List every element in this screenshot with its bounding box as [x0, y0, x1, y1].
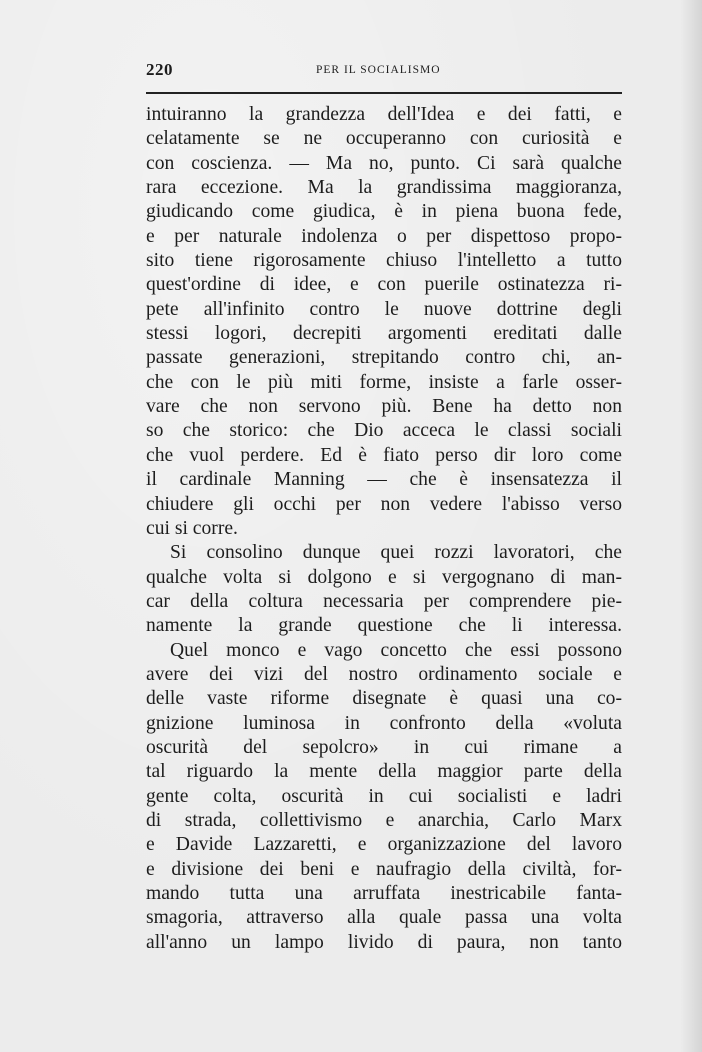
text-line: car della coltura necessaria per comprendere pie- — [146, 590, 622, 612]
text-line: il cardinale Manning — che è insensatezza il — [146, 469, 622, 491]
text-line: pete all'infinito contro le nuove dottrine degli — [146, 298, 622, 320]
text-line: e divisione dei beni e naufragio della civiltà, for- — [146, 858, 622, 880]
text-line: qualche volta si dolgono e si vergognano di man- — [146, 566, 622, 588]
text-line: namente la grande questione che li interessa. — [146, 615, 622, 637]
text-line: con coscienza. — Ma no, punto. Ci sarà qualche — [146, 152, 622, 174]
text-line: tal riguardo la mente della maggior parte della — [146, 761, 622, 783]
text-line: Quel monco e vago concetto che essi possono — [170, 639, 622, 661]
text-line: chiudere gli occhi per non vedere l'abisso verso — [146, 493, 622, 515]
text-line: stessi logori, decrepiti argomenti ereditati dalle — [146, 323, 622, 345]
text-line: avere dei vizi del nostro ordinamento sociale e — [146, 663, 622, 685]
page-edge-shadow — [680, 0, 702, 1052]
text-line: cui si corre. — [146, 517, 238, 539]
text-line: passate generazioni, strepitando contro chi, an- — [146, 347, 622, 369]
text-line: quest'ordine di idee, e con puerile ostinatezza ri- — [146, 274, 622, 296]
text-line: che vuol perdere. Ed è fiato perso dir loro come — [146, 444, 622, 466]
text-line: sito tiene rigorosamente chiuso l'intelletto a tutto — [146, 250, 622, 272]
text-line: celatamente se ne occuperanno con curiosità e — [146, 128, 622, 150]
text-line: rara eccezione. Ma la grandissima maggioranza, — [146, 177, 622, 199]
header-rule — [146, 92, 622, 94]
text-line: gente colta, oscurità in cui socialisti e ladri — [146, 785, 622, 807]
text-line: vare che non servono più. Bene ha detto non — [146, 396, 622, 418]
text-line: giudicando come giudica, è in piena buona fede, — [146, 201, 622, 223]
text-line: mando tutta una arruffata inestricabile fanta- — [146, 883, 622, 904]
body-text — [146, 103, 622, 955]
text-line: smagoria, attraverso alla quale passa una volta — [146, 907, 622, 929]
page-number: 220 — [146, 60, 173, 79]
text-line: e Davide Lazzaretti, e organizzazione del lavoro — [146, 834, 622, 856]
text-line: che con le più miti forme, insiste a farle osser- — [146, 371, 622, 393]
text-line: di strada, collettivismo e anarchia, Carlo Marx — [146, 809, 622, 831]
text-line: intuiranno la grandezza dell'Idea e dei fatti, e — [146, 104, 622, 125]
text-line: all'anno un lampo livido di paura, non tanto — [146, 931, 622, 953]
page-header — [146, 60, 622, 86]
text-line: gnizione luminosa in confronto della «voluta — [146, 712, 622, 734]
text-line: so che storico: che Dio acceca le classi sociali — [146, 420, 622, 442]
running-title: PER IL SOCIALISMO — [316, 64, 441, 76]
text-line: Si consolino dunque quei rozzi lavoratori, che — [170, 542, 622, 564]
text-line: delle vaste riforme disegnate è quasi una co- — [146, 688, 622, 710]
text-line: oscurità del sepolcro» in cui rimane a — [146, 736, 622, 758]
text-line: e per naturale indolenza o per dispettoso propo- — [146, 225, 622, 247]
